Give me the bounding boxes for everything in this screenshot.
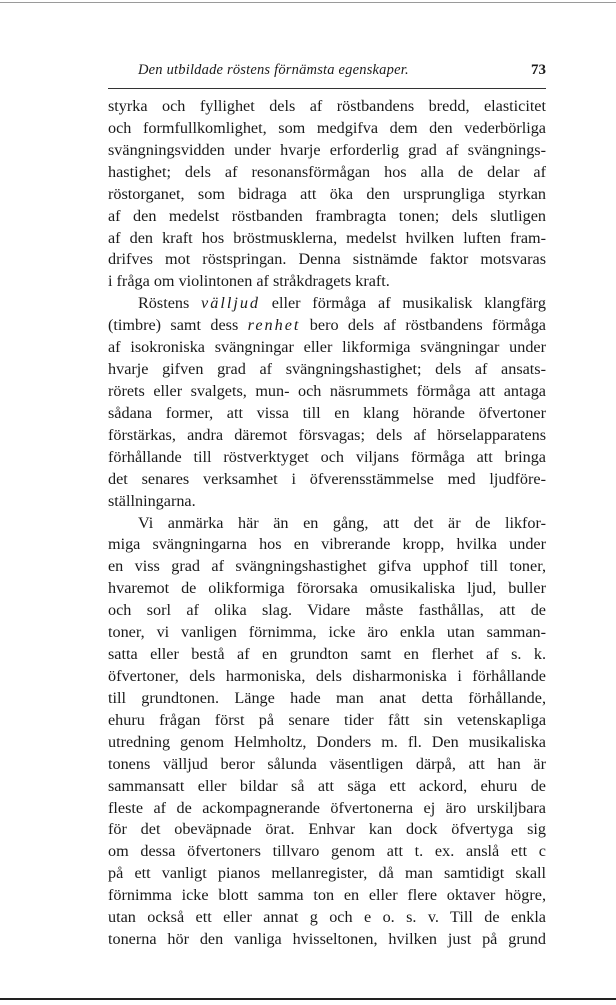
- text-segment: svängningsvidden under hvarje erforderlig grad af svängnings-: [108, 140, 546, 159]
- text-line: [108, 776, 546, 798]
- text-segment: hvaremot de olikformiga förorsaka omusikaliska ljud, buller: [108, 579, 546, 598]
- text-segment: sådana former, att vissa till en klang hörande öfvertoner: [108, 403, 546, 422]
- text-segment: drifves mot röstspringan. Denna sistnämde faktor motsvaras: [108, 250, 546, 269]
- text-segment: fleste af de ackompagnerande öfvertonerna ej äro urskiljbara: [108, 798, 546, 817]
- text-segment: det senares verksamhet i öfverensstämmelse med ljudföre-: [108, 469, 546, 488]
- text-segment: Vi anmärka här än en gång, att det är de likfor-: [138, 513, 546, 532]
- text-segment: (timbre) samt dess: [108, 316, 248, 335]
- text-segment: en viss grad af svängningshastighet gifva upphof till toner,: [108, 557, 546, 576]
- text-line: [108, 688, 546, 710]
- text-segment: miga svängningarna hos en vibrerande kropp, hvilka under: [108, 535, 546, 554]
- text-segment: ställningarna.: [108, 491, 196, 510]
- text-segment: utan också ett eller annat g och e o. s. v. Till de enkla: [108, 908, 546, 927]
- text-line: [108, 578, 546, 600]
- text-line: [108, 140, 546, 162]
- text-segment: röstorganet, som bidraga att öka den ursprungliga styrkan: [108, 184, 546, 203]
- text-line: [108, 885, 546, 907]
- text-segment: förnimma icke blott samma ton en eller flere oktaver högre,: [108, 886, 546, 905]
- text-segment: och formfullkomlighet, som medgifva dem den vederbörliga: [108, 118, 546, 137]
- running-header: [108, 62, 546, 82]
- paragraph: [108, 293, 546, 512]
- text-line: [108, 206, 546, 228]
- text-line: [108, 447, 546, 469]
- text-line: [108, 184, 546, 206]
- text-line: [108, 249, 546, 271]
- text-line: [108, 710, 546, 732]
- text-line: [108, 425, 546, 447]
- text-line: [108, 162, 546, 184]
- text-segment: hvarje gifven grad af svängningshastighet; dels af ansats-: [108, 360, 546, 379]
- text-segment: för det obeväpnade örat. Enhvar kan dock öfvertyga sig: [108, 820, 546, 839]
- text-segment: ehuru frågan först på senare tider fått sin vetenskapliga: [108, 710, 546, 729]
- text-line: [108, 600, 546, 622]
- emphasized-term: välljud: [201, 294, 261, 313]
- text-segment: bero dels af röstbandens förmåga: [300, 316, 546, 335]
- text-segment: utredning genom Helmholtz, Donders m. fl. Den musikaliska: [108, 732, 546, 751]
- header-rule: [108, 88, 546, 89]
- text-line: [108, 798, 546, 820]
- text-segment: eller förmåga af musikalisk klangfärg: [260, 294, 546, 313]
- text-segment: tonerna hör den vanliga hvisseltonen, hvilken just på grund: [108, 930, 546, 949]
- text-line: [108, 732, 546, 754]
- text-line: [108, 929, 546, 951]
- text-segment: af den medelst röstbanden frambragta tonen; dels slutligen: [108, 206, 546, 225]
- text-segment: af isokroniska svängningar eller likformiga svängningar under: [108, 338, 546, 357]
- text-line: [108, 491, 546, 513]
- text-segment: öfvertoner, dels harmoniska, dels disharmoniska i förhållande: [108, 666, 546, 685]
- text-segment: på ett vanligt pianos mellanregister, då man samtidigt skall: [108, 864, 546, 883]
- text-line: [108, 863, 546, 885]
- running-title: Den utbildade röstens förnämsta egenskaper.: [138, 62, 409, 78]
- text-line: [108, 841, 546, 863]
- text-line: [108, 754, 546, 776]
- paragraph: [108, 96, 546, 293]
- text-line: [108, 556, 546, 578]
- text-segment: styrka och fyllighet dels af röstbandens bredd, elasticitet: [108, 97, 546, 115]
- text-segment: och sorl af olika slag. Vidare måste fasthållas, att de: [108, 601, 546, 620]
- text-segment: rörets eller svalgets, mun- och näsrummets förmåga att antaga: [108, 381, 546, 400]
- text-line: [108, 534, 546, 556]
- page-bottom-edge: [0, 998, 616, 1000]
- text-segment: förstärkas, andra däremot försvagas; dels af hörselapparatens: [108, 425, 546, 444]
- text-line: [108, 293, 546, 315]
- text-segment: till grundtonen. Länge hade man anat detta förhållande,: [108, 688, 546, 707]
- page-top-edge: [0, 2, 616, 3]
- text-segment: tonens välljud beror sålunda väsentligen därpå, att han är: [108, 754, 546, 773]
- text-segment: toner, vi vanligen förnimma, icke äro enkla utan samman-: [108, 623, 546, 642]
- text-segment: förhållande till röstverktyget och viljans förmåga att bringa: [108, 447, 546, 466]
- text-line: [108, 403, 546, 425]
- emphasized-term: renhet: [247, 316, 301, 335]
- text-line: [108, 96, 546, 118]
- text-segment: Röstens: [138, 294, 202, 313]
- body-text: [108, 96, 546, 951]
- text-line: [108, 469, 546, 491]
- text-segment: hastighet; dels af resonansförmågan hos alla de delar af: [108, 162, 546, 181]
- text-line: [108, 228, 546, 250]
- text-segment: af den kraft hos bröstmusklerna, medelst hvilken luften fram-: [108, 228, 546, 247]
- text-line: [108, 271, 546, 293]
- text-line: [108, 315, 546, 337]
- paragraph: [108, 513, 546, 951]
- text-segment: sammansatt eller bildar så att säga ett ackord, ehuru de: [108, 776, 546, 795]
- text-line: [108, 337, 546, 359]
- text-line: [108, 644, 546, 666]
- text-line: [108, 666, 546, 688]
- text-line: [108, 622, 546, 644]
- text-line: [108, 359, 546, 381]
- text-line: [108, 381, 546, 403]
- text-segment: i fråga om violintonen af stråkdragets kraft.: [108, 272, 390, 291]
- text-segment: satta eller bestå af en grundton samt en flerhet af s. k.: [108, 645, 546, 664]
- text-line: [108, 513, 546, 535]
- text-line: [108, 907, 546, 929]
- text-segment: om dessa öfvertoners tillvaro genom att t. ex. anslå ett c: [108, 842, 546, 861]
- page-number: 73: [531, 62, 546, 78]
- text-line: [108, 819, 546, 841]
- text-line: [108, 118, 546, 140]
